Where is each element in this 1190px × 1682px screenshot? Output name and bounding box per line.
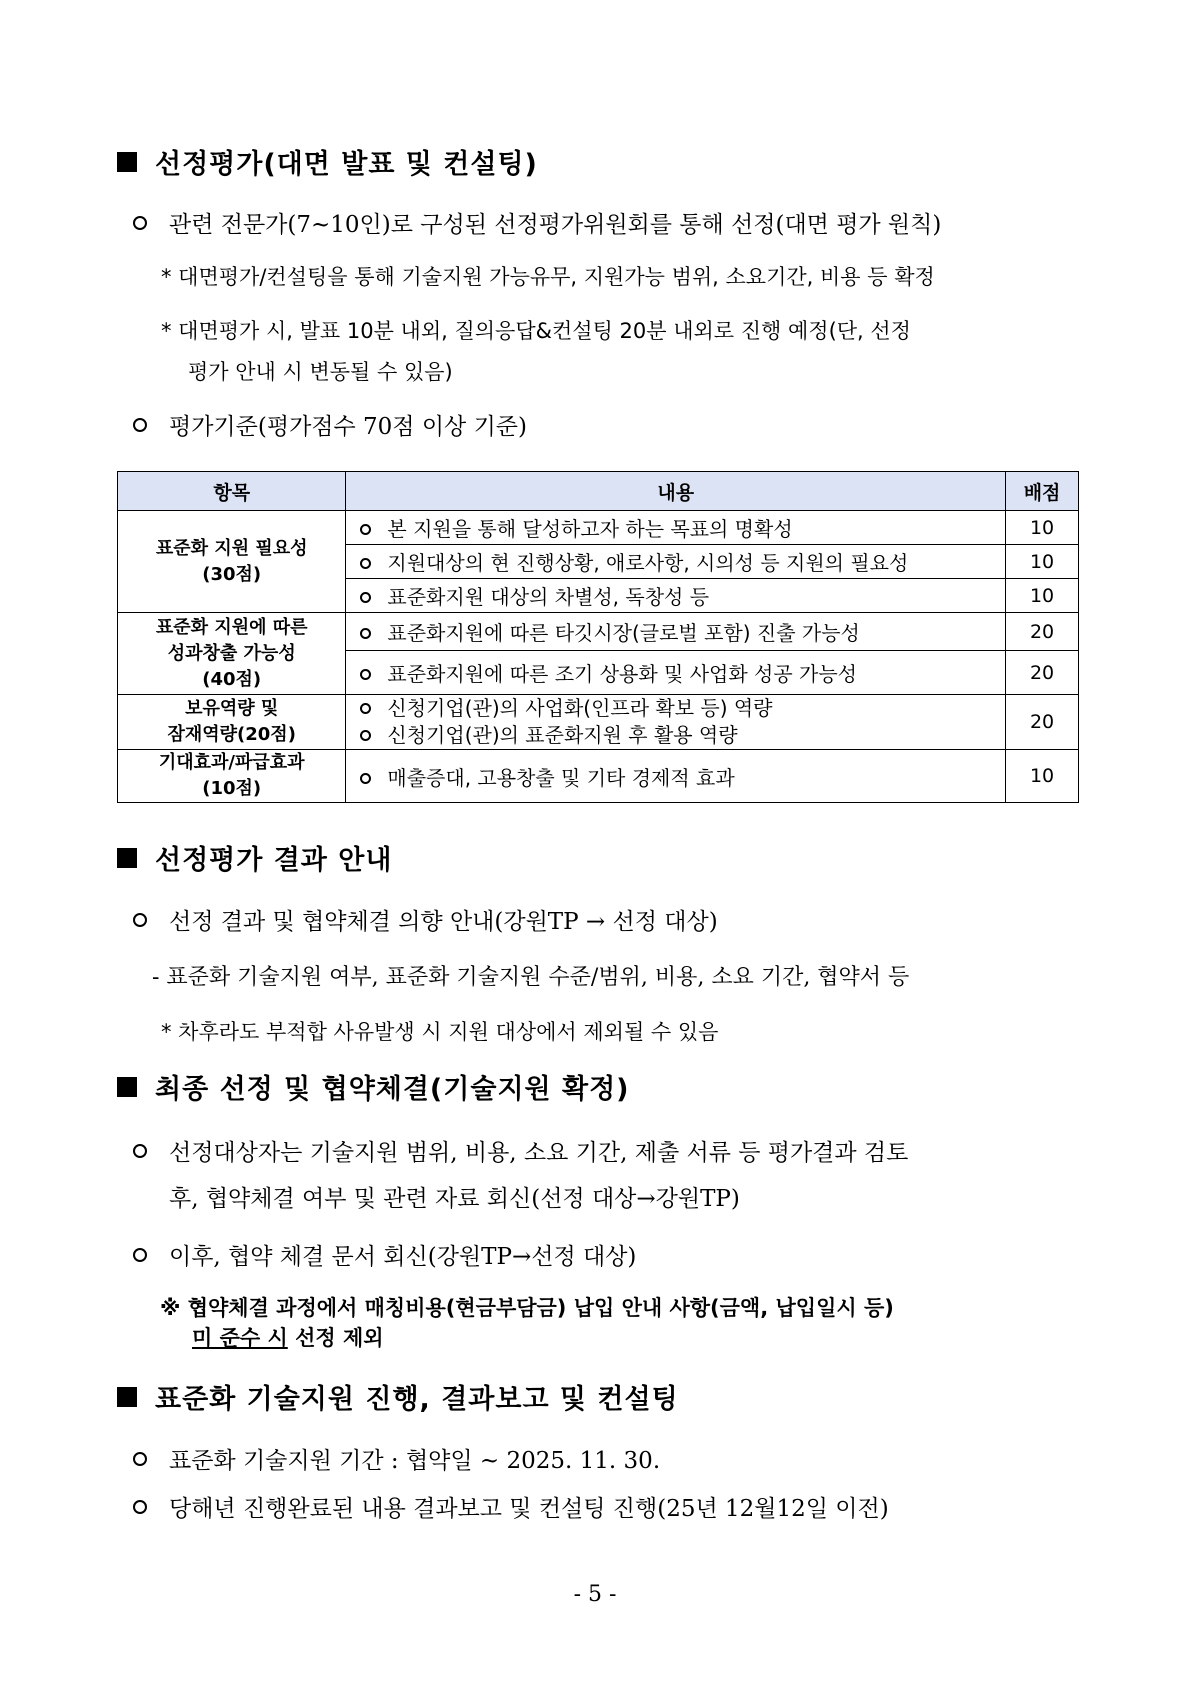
circle-bullet-icon: [360, 592, 371, 603]
category-label: 성과창출 가능성: [167, 642, 296, 664]
score-cell: 20: [1006, 613, 1079, 651]
category-cell: [118, 511, 346, 613]
note-line: * 대면평가 시, 발표 10분 내외, 질의응답&컨설팅 20분 내외로 진행 예정(단, 선정: [161, 319, 911, 343]
notice-line-continued: [192, 1322, 384, 1352]
column-header-item: 항목: [118, 472, 346, 511]
heading-text: 표준화 기술지원 진행, 결과보고 및 컨설팅: [155, 1384, 679, 1415]
column-header-content: 내용: [346, 472, 1006, 511]
content-cell: [346, 695, 1006, 750]
circle-bullet-icon: [133, 216, 147, 230]
circle-bullet-icon: [360, 703, 371, 714]
circle-bullet-icon: [133, 913, 147, 927]
bullet-line: [133, 1238, 636, 1271]
section-heading-selection-evaluation: [117, 142, 538, 181]
circle-bullet-icon: [360, 669, 371, 680]
content-text: 신청기업(관)의 표준화지원 후 활용 역량: [387, 723, 738, 747]
bullet-line: [133, 1134, 908, 1167]
content-text: 본 지원을 통해 달성하고자 하는 목표의 명확성: [387, 517, 793, 541]
heading-text: 선정평가(대면 발표 및 컨설팅): [155, 149, 538, 180]
content-cell: [346, 651, 1006, 695]
table-row: [118, 750, 1079, 803]
notice-text: 선정 제외: [287, 1326, 384, 1350]
circle-bullet-icon: [360, 730, 371, 741]
circle-bullet-icon: [133, 1248, 147, 1262]
note-line-continued: 평가 안내 시 변동될 수 있음): [188, 360, 453, 384]
circle-bullet-icon: [360, 628, 371, 639]
content-cell: [346, 545, 1006, 579]
square-bullet-icon: [117, 1387, 137, 1407]
category-label: 잠재역량(20점): [167, 724, 296, 745]
bullet-line: [133, 408, 527, 441]
section-heading-result-notice: [117, 838, 392, 877]
content-line: [360, 722, 1005, 749]
table-row: [118, 511, 1079, 545]
content-text: 매출증대, 고용창출 및 기타 경제적 효과: [387, 765, 735, 790]
category-cell: [118, 695, 346, 750]
note-line: * 대면평가/컨설팅을 통해 기술지원 가능유무, 지원가능 범위, 소요기간, 비용 등 확정: [161, 265, 935, 289]
bullet-line: [133, 1490, 889, 1523]
square-bullet-icon: [117, 1077, 137, 1097]
category-label: 기대효과/파급효과: [158, 752, 305, 773]
score-cell: 10: [1006, 545, 1079, 579]
heading-text: 최종 선정 및 협약체결(기술지원 확정): [155, 1074, 630, 1105]
line-text: 관련 전문가(7~10인)로 구성된 선정평가위원회를 통해 선정(대면 평가 원칙): [169, 212, 942, 238]
category-label: 보유역량 및: [185, 698, 279, 719]
content-line: [360, 695, 1005, 722]
score-cell: 10: [1006, 511, 1079, 545]
content-text: 표준화지원 대상의 차별성, 독창성 등: [387, 585, 710, 609]
bullet-line-continued: 후, 협약체결 여부 및 관련 자료 회신(선정 대상→강원TP): [169, 1186, 740, 1212]
column-header-score: 배점: [1006, 472, 1079, 511]
circle-bullet-icon: [360, 524, 371, 535]
bullet-line: [133, 1442, 660, 1475]
circle-bullet-icon: [360, 773, 371, 784]
line-text: 이후, 협약 체결 문서 회신(강원TP→선정 대상): [169, 1244, 637, 1270]
line-text: 선정대상자는 기술지원 범위, 비용, 소요 기간, 제출 서류 등 평가결과 검토: [169, 1140, 909, 1166]
circle-bullet-icon: [133, 1500, 147, 1514]
line-text: 표준화 기술지원 기간 : 협약일 ~ 2025. 11. 30.: [169, 1448, 661, 1474]
notice-line: ※ 협약체결 과정에서 매칭비용(현금부담금) 납입 안내 사항(금액, 납입일시 등): [160, 1296, 894, 1320]
content-text: 표준화지원에 따른 타깃시장(글로벌 포함) 진출 가능성: [387, 621, 860, 645]
circle-bullet-icon: [133, 1144, 147, 1158]
content-text: 표준화지원에 따른 조기 상용화 및 사업화 성공 가능성: [387, 662, 857, 686]
section-heading-final-selection: [117, 1067, 630, 1106]
score-cell: 10: [1006, 579, 1079, 613]
square-bullet-icon: [117, 848, 137, 868]
content-cell: [346, 579, 1006, 613]
underlined-text: 미 준수 시: [192, 1326, 288, 1350]
content-cell: [346, 613, 1006, 651]
content-text: 신청기업(관)의 사업화(인프라 확보 등) 역량: [387, 696, 773, 720]
dash-line: - 표준화 기술지원 여부, 표준화 기술지원 수준/범위, 비용, 소요 기간, 협약서 등: [152, 965, 910, 990]
circle-bullet-icon: [133, 1452, 147, 1466]
score-cell: 10: [1006, 750, 1079, 803]
bullet-line: [133, 903, 718, 936]
category-cell: [118, 613, 346, 695]
score-cell: 20: [1006, 651, 1079, 695]
bullet-line: [133, 206, 941, 239]
category-points: (30점): [202, 563, 262, 585]
note-line: * 차후라도 부적합 사유발생 시 지원 대상에서 제외될 수 있음: [161, 1020, 719, 1044]
line-text: 당해년 진행완료된 내용 결과보고 및 컨설팅 진행(25년 12월12일 이전): [169, 1496, 889, 1522]
category-points: (10점): [202, 778, 262, 799]
line-text: 평가기준(평가점수 70점 이상 기준): [169, 414, 527, 440]
content-cell: [346, 511, 1006, 545]
score-cell: 20: [1006, 695, 1079, 750]
category-points: (40점): [202, 668, 262, 690]
page-number: - 5 -: [573, 1582, 617, 1607]
circle-bullet-icon: [360, 558, 371, 569]
category-label: 표준화 지원 필요성: [155, 537, 308, 559]
category-label: 표준화 지원에 따른: [155, 616, 308, 638]
section-heading-progress-report: [117, 1377, 679, 1416]
table-row: [118, 695, 1079, 750]
heading-text: 선정평가 결과 안내: [155, 845, 393, 876]
table-header-row: [118, 472, 1079, 511]
content-cell: [346, 750, 1006, 803]
square-bullet-icon: [117, 152, 137, 172]
line-text: 선정 결과 및 협약체결 의향 안내(강원TP → 선정 대상): [169, 909, 718, 935]
table-row: [118, 613, 1079, 651]
content-text: 지원대상의 현 진행상황, 애로사항, 시의성 등 지원의 필요성: [387, 551, 909, 575]
circle-bullet-icon: [133, 418, 147, 432]
evaluation-criteria-table: [117, 471, 1079, 803]
category-cell: [118, 750, 346, 803]
